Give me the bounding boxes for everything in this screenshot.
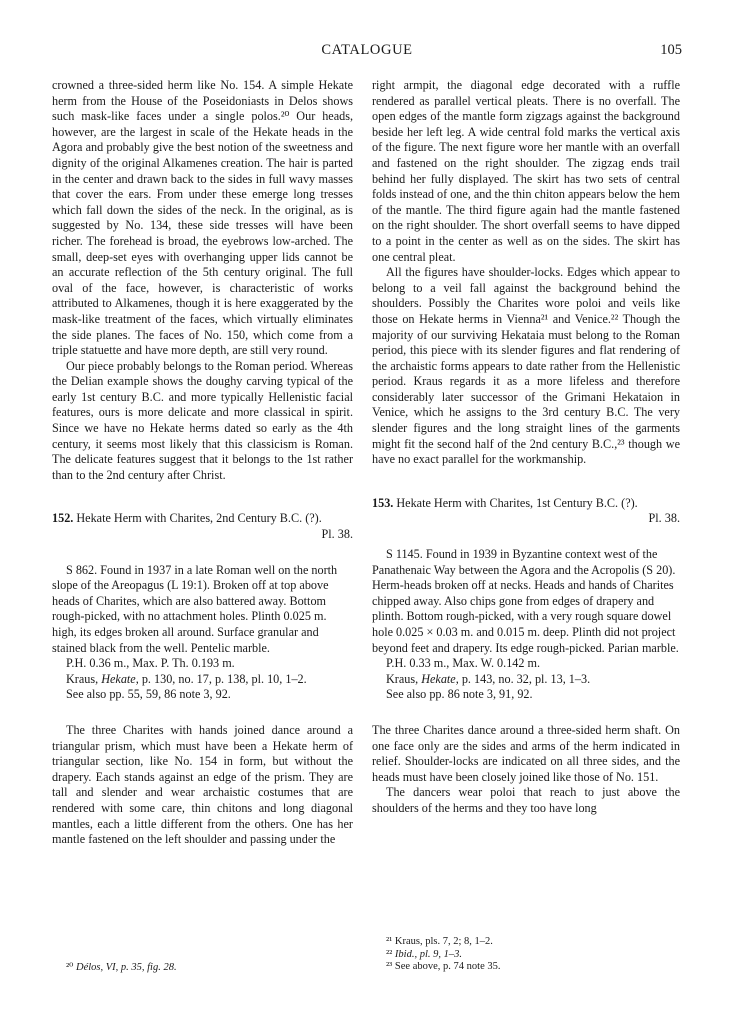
footnote-text: Délos, VI, p. 35, fig. 28. xyxy=(75,962,177,973)
footnotes xyxy=(386,936,680,974)
footnote: ²¹ Kraus, pls. 7, 2; 8, 1–2. xyxy=(386,936,493,947)
entry-reference: Kraus, Hekate, p. 130, no. 17, p. 138, pl. 10, 1–2. xyxy=(66,671,307,686)
paragraph: right armpit, the diagonal edge decorated with a ruffle rendered as parallel vertical pleats. There is no overfall. The open edges of the mantle form zigzags against the background beside her left leg. A wide central fold marks the vertical axis of the figure. The next figure wore her mantle with an overfall and fastened on the right shoulder. The zigzag ends trail behind her fully displayed. The skirt has two sets of central folds instead of one, and the thin chiton appears below the hem of the mantle. The third figure again had the mantle fastened on the right shoulder. The short overfall seems to have dipped to a point in the center as well as on the sides. The skirt has one central pleat. xyxy=(372,78,680,264)
page-header xyxy=(52,42,682,62)
entry-number: 153. xyxy=(372,495,394,510)
entry-plate: Pl. 38. xyxy=(321,527,353,542)
catalogue-entry-heading xyxy=(372,496,680,527)
catalogue-entry-heading xyxy=(52,511,353,542)
entry-reference: Kraus, Hekate, p. 143, no. 32, pl. 13, 1–3. xyxy=(386,671,591,686)
entry-discussion: The dancers wear poloi that reach to just above the shoulders of the herms and they too have long xyxy=(372,785,680,815)
entry-metadata xyxy=(372,547,680,703)
left-column xyxy=(52,78,353,848)
entry-dimensions: P.H. 0.36 m., Max. P. Th. 0.193 m. xyxy=(66,656,235,671)
entry-metadata xyxy=(52,563,353,703)
entry-title: Hekate Herm with Charites, 2nd Century B.C. (?). xyxy=(76,511,322,526)
entry-discussion: The three Charites with hands joined dance around a triangular prism, which must have been a Hekate herm of triangular section, like No. 154 in form, but without the drapery. Each stands against an edge of the prism. They are tall and slender and wear archaistic costumes that are rendered with some care, thin chitons and long diagonal mantles, each a little different from the others. One has her mantle fastened on the left shoulder and passing under the xyxy=(52,722,353,847)
entry-number: 152. xyxy=(52,511,74,526)
footnote: ²³ See above, p. 74 note 35. xyxy=(386,961,501,973)
footnote: ²² Ibid., pl. 9, 1–3. xyxy=(386,948,463,960)
entry-title: Hekate Herm with Charites, 1st Century B.C. (?). xyxy=(396,495,638,510)
entry-see-also: See also pp. 86 note 3, 91, 92. xyxy=(386,687,533,702)
entry-see-also: See also pp. 55, 59, 86 note 3, 92. xyxy=(66,687,231,702)
entry-description: S 1145. Found in 1939 in Byzantine context west of the Panathenaic Way between the Agora and the Acropolis (S 20). Herm-heads broken off at necks. Heads and hands of Charites chipped away. Also chips gone from edges of drapery and plinth. Bottom rough-picked, with a very rough square dowel hole 0.025 × 0.03 m. and 0.015 m. deep. Plinth did not project beyond feet and drapery. Its edge rough-picked. Parian marble. xyxy=(372,547,679,655)
paragraph: Our piece probably belongs to the Roman period. Whereas the Delian example shows the doughy carving typical of the early 1st century B.C. and more typically Hellenistic facial features, ours is more delicate and more classical in spirit. Since we have no Hekate herms dated so early as the 4th century, it seems most likely that this classicism is Roman. The delicate features suggest that it belongs to the 1st rather than to the 2nd century after Christ. xyxy=(52,358,353,482)
paragraph: All the figures have shoulder-locks. Edges which appear to belong to a veil fall against the background behind the shoulders. Possibly the Charites wore poloi and veils like those on Hekate herms in Vienna²¹ and Venice.²² Though the majority of our surviving Hekataia must belong to the Roman period, this piece with its slender figures and flat rendering of the archaistic forms appears to date rather from the Hellenistic period. Kraus regards it as a more lifeless and therefore considerably later successor of the Grimani Hekataion in Venice, which he assigns to the 3rd century B.C. The very slender figures and the long straight lines of the garments might fit the second half of the 2nd century B.C.,²³ though we have no exact parallel for the workmanship. xyxy=(372,265,680,467)
paragraph: crowned a three-sided herm like No. 154. A simple Hekate herm from the House of the Poseidoniasts in Delos shows such mask-like faces under a single polos.²⁰ Our heads, however, are the largest in scale of the Hekate heads in the Agora and probably give the best notion of the sweetness and dignity of the original Alkamenes creation. The hair is parted in the center and drawn back to the sides in full wavy masses that cover the ears. From under these emerge long tresses which fall down the sides of the neck. In the original, as is suggested by No. 134, these side tresses will have been richer. The forehead is broad, the eyebrows low-arched. The small, deep-set eyes with overhanging upper lids cannot be an accurate reflection of the 5th century original. The full oval of the face, however, is characteristic of works attributed to Alkamenes, though it is here exaggerated by the mask-like treatment of the faces, which virtually eliminates the side planes. The faces of No. 150, which come from a triple statuette and have more depth, are still very round. xyxy=(52,78,353,358)
entry-plate: Pl. 38. xyxy=(648,511,680,526)
footnote xyxy=(66,962,353,975)
entry-discussion: The three Charites dance around a three-sided herm shaft. On one face only are the sides and arms of the herm indicated in relief. Shoulder-locks are indicated on all three sides, and the heads must have been closely joined like those of No. 151. xyxy=(372,722,680,784)
footnote-marker: ²⁰ xyxy=(66,962,74,973)
page-number: 105 xyxy=(660,42,682,58)
right-column xyxy=(372,78,680,817)
entry-dimensions: P.H. 0.33 m., Max. W. 0.142 m. xyxy=(386,656,541,671)
entry-description: S 862. Found in 1937 in a late Roman well on the north slope of the Areopagus (L 19:1). Broken off at top above heads of Charites, which are also battered away. Bottom rough-picked, with no attachment holes. Plinth 0.025 m. high, its edges broken all around. Surface granular and stained black from the well. Pentelic marble. xyxy=(52,562,338,655)
running-title: CATALOGUE xyxy=(321,42,413,58)
